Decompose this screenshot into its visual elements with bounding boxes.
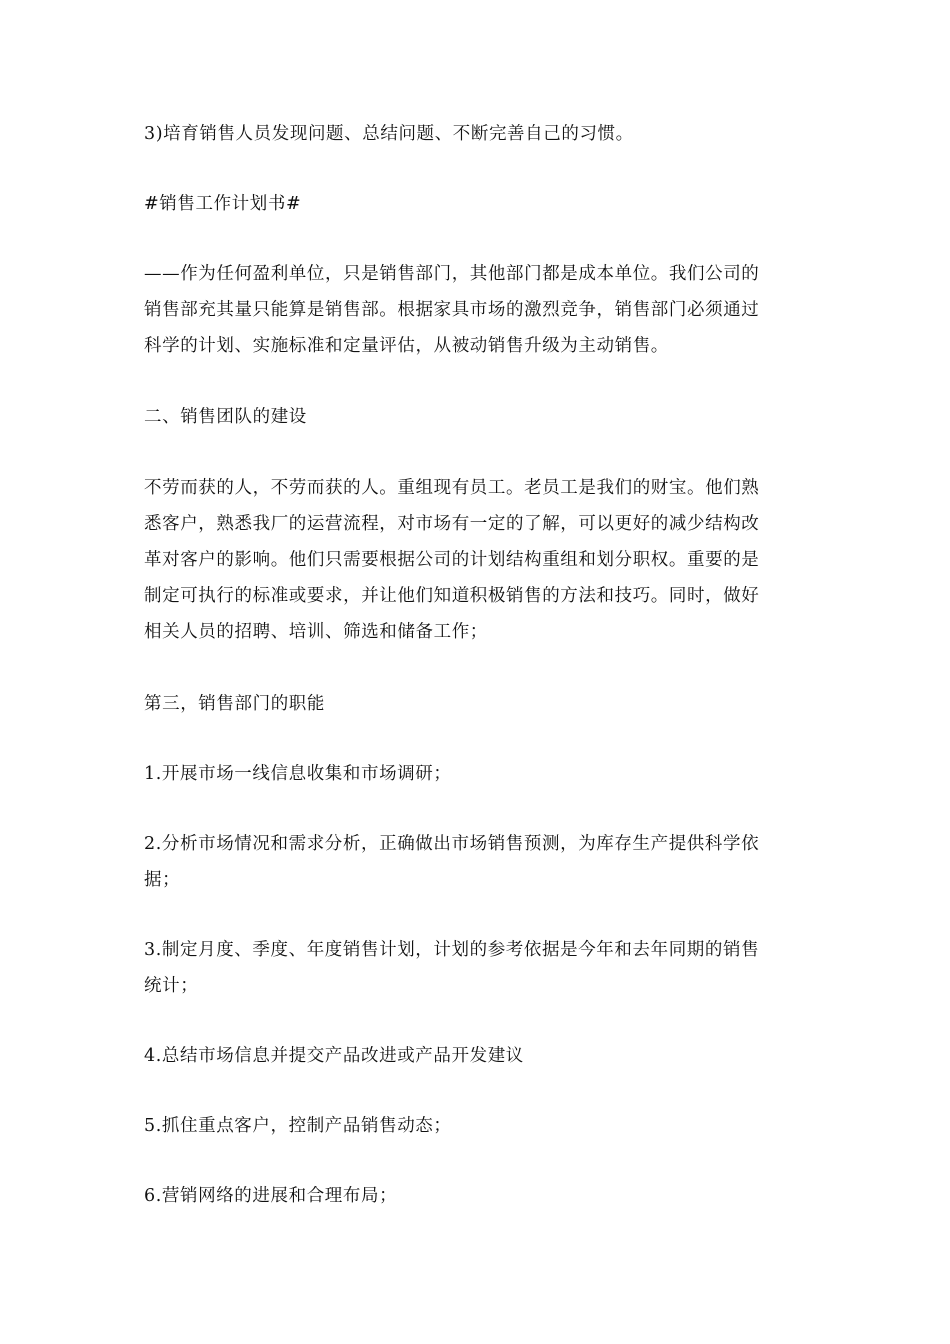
paragraph-line: 科学的计划、实施标准和定量评估，从被动销售升级为主动销售。 xyxy=(144,336,669,356)
list-item-4: 4.总结市场信息并提交产品改进或产品开发建议 xyxy=(144,1046,524,1066)
paragraph-line: 销售部充其量只能算是销售部。根据家具市场的激烈竞争，销售部门必须通过 xyxy=(144,300,760,320)
list-item-3: 3)培育销售人员发现问题、总结问题、不断完善自己的习惯。 xyxy=(144,124,634,144)
list-item-1: 1.开展市场一线信息收集和市场调研； xyxy=(144,764,452,784)
list-item-3: 3.制定月度、季度、年度销售计划，计划的参考依据是今年和去年同期的销售 xyxy=(144,940,760,960)
paragraph-line: 革对客户的影响。他们只需要根据公司的计划结构重组和划分职权。重要的是 xyxy=(144,550,760,570)
paragraph-line: 制定可执行的标准或要求，并让他们知道积极销售的方法和技巧。同时，做好 xyxy=(144,586,760,606)
section-heading-plan: #销售工作计划书# xyxy=(144,194,302,214)
section-heading-functions: 第三，销售部门的职能 xyxy=(144,694,325,714)
list-item-2: 2.分析市场情况和需求分析，正确做出市场销售预测，为库存生产提供科学依 xyxy=(144,834,760,854)
paragraph-line: 悉客户，熟悉我厂的运营流程，对市场有一定的了解，可以更好的减少结构改 xyxy=(144,514,760,534)
list-item-3-cont: 统计； xyxy=(144,976,199,996)
paragraph-line: 相关人员的招聘、培训、筛选和储备工作； xyxy=(144,622,488,642)
paragraph-line: 不劳而获的人，不劳而获的人。重组现有员工。老员工是我们的财宝。他们熟 xyxy=(144,478,760,498)
list-item-2-cont: 据； xyxy=(144,870,181,890)
paragraph-line: ——作为任何盈利单位，只是销售部门，其他部门都是成本单位。我们公司的 xyxy=(144,264,760,284)
section-heading-team: 二、销售团队的建设 xyxy=(144,407,307,427)
list-item-6: 6.营销网络的进展和合理布局； xyxy=(144,1186,398,1206)
list-item-5: 5.抓住重点客户，控制产品销售动态； xyxy=(144,1116,452,1136)
